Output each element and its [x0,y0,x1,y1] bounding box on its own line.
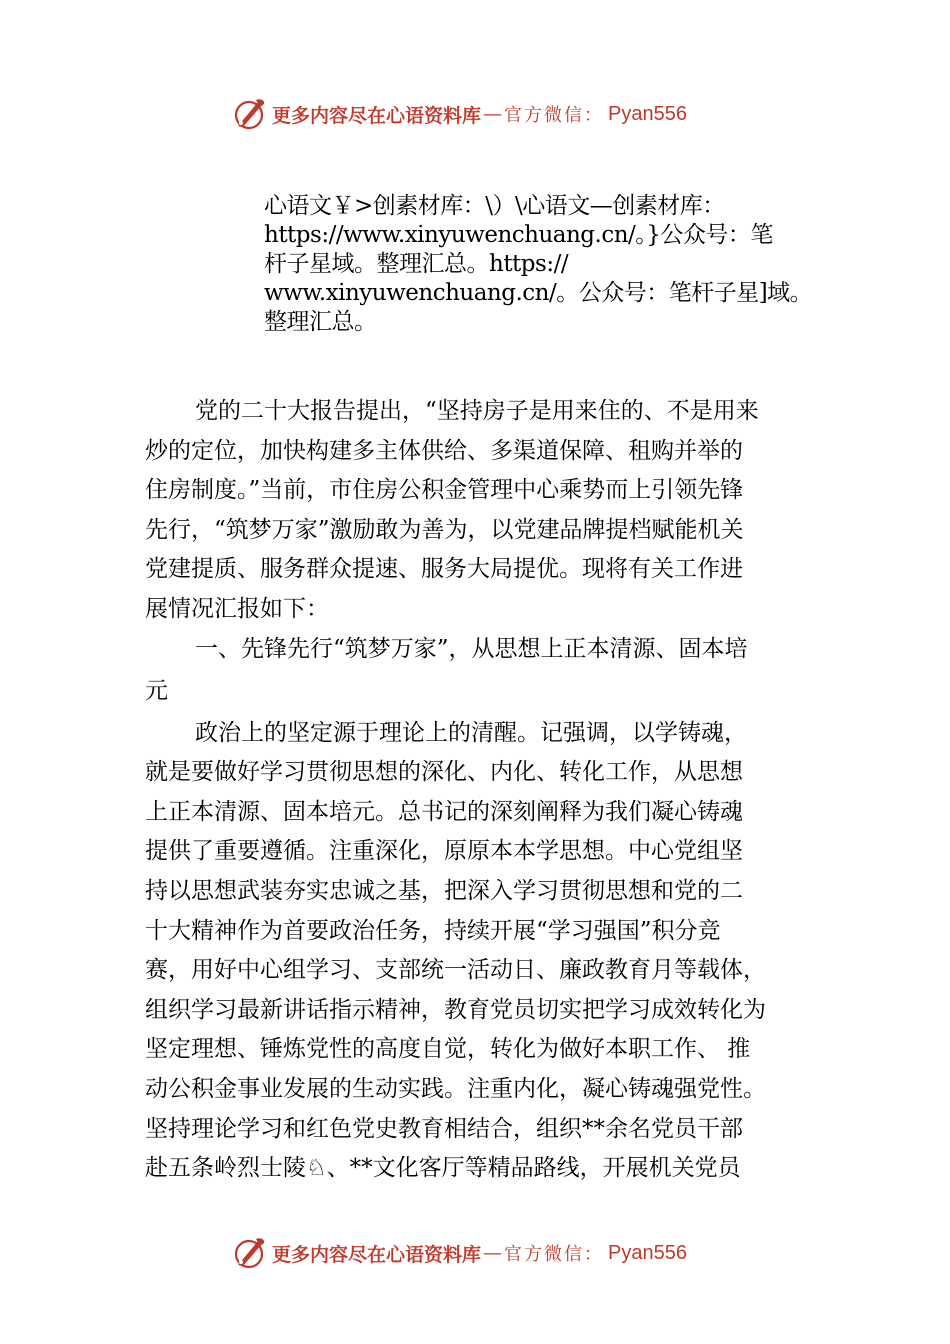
section-paragraph-line: 政治上的坚定源于理论上的清醒。记强调，以学铸魂， [195,719,747,746]
section-paragraph-line: 赛，用好中心组学习、支部统一活动日、廉政教育月等载体， [145,957,766,984]
section-heading-line: 一、先锋先行“筑梦万家”，从思想上正本清源、固本培 [195,635,748,662]
section-heading-line: 元 [145,677,168,704]
banner-wechat-label: 官方微信： [504,1244,605,1265]
section-paragraph-line: 组织学习最新讲话指示精神，教育党员切实把学习成效转化为 [145,996,766,1023]
intro-paragraph-line: 先行，“筑梦万家”激励敢为善为，以党建品牌提档赋能机关 [145,516,744,543]
section-paragraph-line: 提供了重要遵循。注重深化，原原本本学思想。中心党组坚 [145,838,743,865]
banner-dash: — [483,1242,503,1264]
document-body [145,392,825,1189]
banner-dash: — [483,103,503,125]
section-paragraph-line: 坚持理论学习和红色党史教育相结合，组织**余名党员干部 [145,1115,743,1142]
promo-line: 整理汇总。 [264,309,377,335]
promo-line: 心语文￥>创素材库：\）\心语文—创素材库： [264,193,725,219]
banner-wechat-label: 官方微信： [504,105,605,126]
header-watermark-banner [232,94,752,134]
section-paragraph-line: 动公积金事业发展的生动实践。注重内化，凝心铸魂强党性。 [145,1075,766,1102]
section-paragraph-line: 十大精神作为首要政治任务，持续开展“学习强国”积分竞 [145,917,721,944]
promo-line: https://www.xinyuwenchuang.cn/。}公众号：笔 [264,222,773,248]
banner-wechat-id: Pyan556 [608,102,687,125]
footer-watermark-banner [232,1233,752,1273]
quill-pen-logo-icon [232,1235,268,1271]
section-paragraph-line: 坚定理想、锤炼党性的高度自觉，转化为做好本职工作、 推 [145,1036,751,1063]
section-paragraph-line: 赴五条岭烈士陵♘、**文化客厅等精品路线，开展机关党员 [145,1155,741,1182]
banner-wechat-id: Pyan556 [608,1241,687,1264]
intro-paragraph-line: 党建提质、服务群众提速、服务大局提优。现将有关工作进 [145,556,743,583]
promo-line: 杆子星域。整理汇总。https:// [264,251,569,277]
banner-title: 更多内容尽在心语资料库 [272,104,482,127]
section-paragraph-line: 上正本清源、固本培元。总书记的深刻阐释为我们凝心铸魂 [145,798,743,825]
section-paragraph-line: 就是要做好学习贯彻思想的深化、内化、转化工作，从思想 [145,759,743,786]
intro-paragraph-line: 党的二十大报告提出，“坚持房子是用来住的、不是用来 [195,398,759,424]
promo-line: www.xinyuwenchuang.cn/。公众号：笔杆子星]域。 [264,280,813,306]
section-paragraph-line: 持以思想武装夯实忠诚之基，把深入学习贯彻思想和党的二 [145,877,743,904]
banner-title: 更多内容尽在心语资料库 [272,1243,482,1266]
source-promo-block [264,192,844,337]
intro-paragraph-line: 炒的定位，加快构建多主体供给、多渠道保障、租购并举的 [145,437,743,464]
intro-paragraph-line: 展情况汇报如下： [145,595,329,622]
quill-pen-logo-icon [232,96,268,132]
intro-paragraph-line: 住房制度。”当前，市住房公积金管理中心乘势而上引领先锋 [145,477,744,504]
